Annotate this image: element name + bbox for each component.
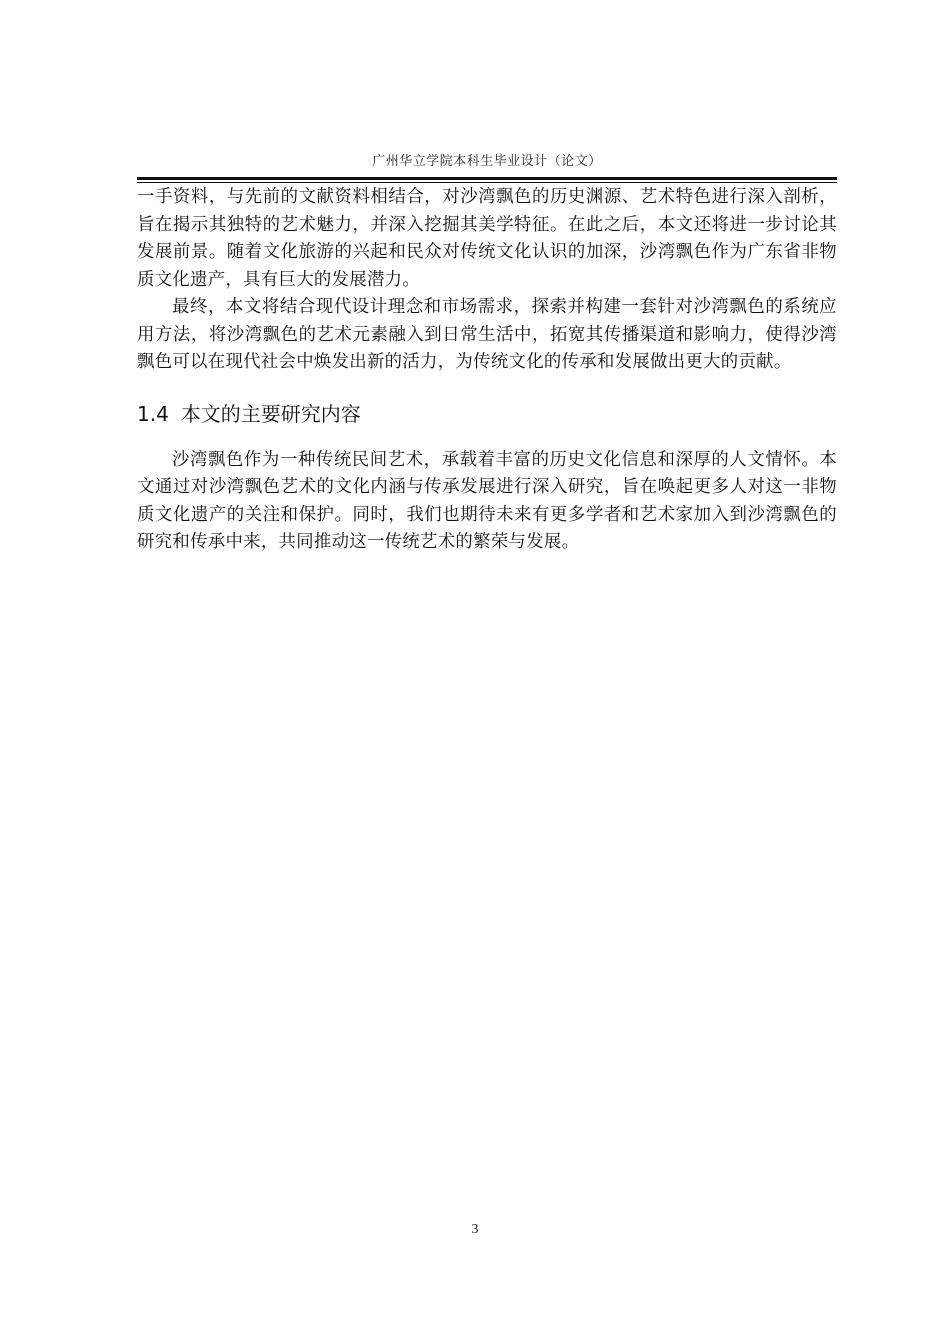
header-rule-thin xyxy=(137,182,837,183)
body-paragraph: 最终，本文将结合现代设计理念和市场需求，探索并构建一套针对沙湾飘色的系统应用方法，将沙湾飘色的艺术元素融入到日常生活中，拓宽其传播渠道和影响力，使得沙湾飘色可以在现代社会中焕发出新的活力，为传统文化的传承和发展做出更大的贡献。 xyxy=(137,297,837,372)
section-number: 1.4 xyxy=(137,401,169,426)
page-header-title: 广州华立学院本科生毕业设计（论文） xyxy=(372,154,602,169)
section-title-text: 本文的主要研究内容 xyxy=(180,401,361,426)
section-heading xyxy=(137,399,837,429)
body-paragraph: 沙湾飘色作为一种传统民间艺术，承载着丰富的历史文化信息和深厚的人文情怀。本文通过对沙湾飘色艺术的文化内涵与传承发展进行深入研究，旨在唤起更多人对这一非物质文化遗产的关注和保护。同时，我们也期待未来有更多学者和艺术家加入到沙湾飘色的研究和传承中来，共同推动这一传统艺术的繁荣与发展。 xyxy=(137,449,837,552)
body-paragraph-continued: 一手资料，与先前的文献资料相结合，对沙湾飘色的历史渊源、艺术特色进行深入剖析，旨在揭示其独特的艺术魅力，并深入挖掘其美学特征。在此之后，本文还将进一步讨论其发展前景。随着文化旅游的兴起和民众对传统文化认识的加深，沙湾飘色作为广东省非物质文化遗产，具有巨大的发展潜力。 xyxy=(137,187,837,290)
page-number: 3 xyxy=(471,1222,479,1237)
page-content xyxy=(137,184,837,557)
header-rule-thick xyxy=(137,177,837,180)
